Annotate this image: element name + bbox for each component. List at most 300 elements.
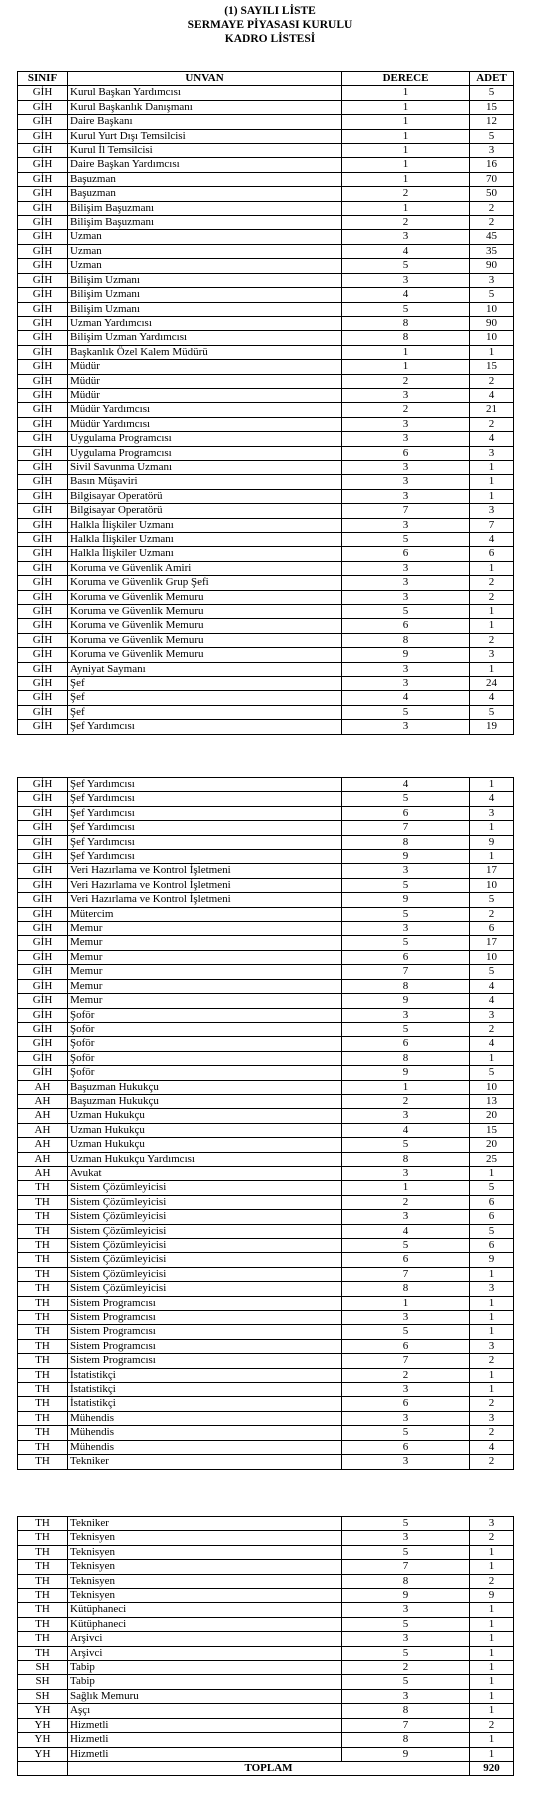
- table-row: [18, 1239, 514, 1253]
- cell-adet: 2: [470, 1354, 514, 1368]
- cell-derece: 3: [342, 864, 470, 878]
- cell-adet: 2: [470, 907, 514, 921]
- cell-adet: 20: [470, 1109, 514, 1123]
- cell-adet: 1: [470, 850, 514, 864]
- cell-sinif: TH: [18, 1603, 68, 1617]
- cell-derece: 3: [342, 1689, 470, 1703]
- cell-unvan: İstatistikçi: [68, 1383, 342, 1397]
- cell-adet: 1: [470, 475, 514, 489]
- table-row: [18, 302, 514, 316]
- cell-derece: 6: [342, 806, 470, 820]
- cell-unvan: Müdür: [68, 388, 342, 402]
- cell-adet: 5: [470, 1066, 514, 1080]
- cell-derece: 3: [342, 677, 470, 691]
- cell-adet: 9: [470, 835, 514, 849]
- cell-adet: 2: [470, 216, 514, 230]
- cell-sinif: TH: [18, 1455, 68, 1469]
- cell-adet: 4: [470, 432, 514, 446]
- cell-sinif: GİH: [18, 1066, 68, 1080]
- cell-unvan: Başuzman Hukukçu: [68, 1094, 342, 1108]
- cell-adet: 2: [470, 1022, 514, 1036]
- cell-adet: 1: [470, 1560, 514, 1574]
- cell-derece: 5: [342, 1239, 470, 1253]
- cell-unvan: Ayniyat Saymanı: [68, 662, 342, 676]
- cell-unvan: Başuzman Hukukçu: [68, 1080, 342, 1094]
- cell-derece: 3: [342, 561, 470, 575]
- cell-unvan: Uzman: [68, 230, 342, 244]
- cell-derece: 5: [342, 1517, 470, 1531]
- cell-adet: 10: [470, 878, 514, 892]
- table-row: [18, 144, 514, 158]
- cell-adet: 21: [470, 403, 514, 417]
- cell-sinif: GİH: [18, 792, 68, 806]
- cell-unvan: Tekniker: [68, 1517, 342, 1531]
- table-row: [18, 446, 514, 460]
- table-row: [18, 129, 514, 143]
- cell-adet: 1: [470, 1646, 514, 1660]
- cell-derece: 8: [342, 835, 470, 849]
- cell-unvan: Sivil Savunma Uzmanı: [68, 460, 342, 474]
- document-title: KADRO LİSTESİ: [224, 33, 316, 45]
- cell-unvan: Mütercim: [68, 907, 342, 921]
- cell-unvan: Şef Yardımcısı: [68, 720, 342, 734]
- cell-unvan: Memur: [68, 965, 342, 979]
- cell-adet: 70: [470, 172, 514, 186]
- cell-unvan: Sağlık Memuru: [68, 1689, 342, 1703]
- cell-derece: 3: [342, 1166, 470, 1180]
- total-value: 920: [470, 1761, 514, 1775]
- cell-derece: 4: [342, 1123, 470, 1137]
- table-row: [18, 158, 514, 172]
- table-row: [18, 907, 514, 921]
- table-row: [18, 1411, 514, 1425]
- cell-sinif: GİH: [18, 374, 68, 388]
- cell-sinif: GİH: [18, 316, 68, 330]
- cell-adet: 5: [470, 1224, 514, 1238]
- cell-sinif: GİH: [18, 1022, 68, 1036]
- cell-derece: 3: [342, 230, 470, 244]
- cell-sinif: GİH: [18, 907, 68, 921]
- column-header-sinif: SINIF: [18, 72, 68, 86]
- table-row: [18, 821, 514, 835]
- cell-unvan: Müdür: [68, 374, 342, 388]
- cell-derece: 3: [342, 475, 470, 489]
- cell-sinif: GİH: [18, 965, 68, 979]
- cell-sinif: GİH: [18, 1037, 68, 1051]
- cell-adet: 9: [470, 1253, 514, 1267]
- table-row: [18, 1560, 514, 1574]
- cell-adet: 1: [470, 1617, 514, 1631]
- cell-derece: 9: [342, 1066, 470, 1080]
- table-row: [18, 417, 514, 431]
- cell-unvan: Bilişim Uzmanı: [68, 273, 342, 287]
- cell-unvan: Halkla İlişkiler Uzmanı: [68, 533, 342, 547]
- cell-derece: 3: [342, 1603, 470, 1617]
- cell-unvan: Şef Yardımcısı: [68, 792, 342, 806]
- cell-adet: 2: [470, 1531, 514, 1545]
- cell-unvan: İstatistikçi: [68, 1397, 342, 1411]
- table-row: [18, 1646, 514, 1660]
- cell-derece: 3: [342, 417, 470, 431]
- cell-unvan: Şoför: [68, 1008, 342, 1022]
- cell-unvan: Kütüphaneci: [68, 1617, 342, 1631]
- table-row: [18, 115, 514, 129]
- cell-adet: 9: [470, 1589, 514, 1603]
- cell-sinif: GİH: [18, 878, 68, 892]
- cell-sinif: GİH: [18, 922, 68, 936]
- table-row: [18, 403, 514, 417]
- cell-sinif: GİH: [18, 403, 68, 417]
- cell-sinif: TH: [18, 1646, 68, 1660]
- cell-sinif: GİH: [18, 561, 68, 575]
- cell-derece: 5: [342, 907, 470, 921]
- cell-sinif: GİH: [18, 893, 68, 907]
- table-row: [18, 489, 514, 503]
- cell-sinif: GİH: [18, 864, 68, 878]
- table-row: [18, 1066, 514, 1080]
- table-row: [18, 1455, 514, 1469]
- cell-sinif: TH: [18, 1339, 68, 1353]
- table-row: [18, 388, 514, 402]
- cell-sinif: GİH: [18, 533, 68, 547]
- table-row: [18, 950, 514, 964]
- table-body: [18, 1517, 514, 1762]
- cell-adet: 3: [470, 1339, 514, 1353]
- table-row: [18, 979, 514, 993]
- table-row: [18, 1718, 514, 1732]
- cell-derece: 3: [342, 273, 470, 287]
- table-row: [18, 1181, 514, 1195]
- cell-adet: 24: [470, 677, 514, 691]
- cell-sinif: GİH: [18, 835, 68, 849]
- cell-sinif: YH: [18, 1733, 68, 1747]
- cell-adet: 15: [470, 360, 514, 374]
- cell-adet: 1: [470, 1704, 514, 1718]
- cell-unvan: Şef Yardımcısı: [68, 835, 342, 849]
- cell-unvan: Uzman Hukukçu: [68, 1138, 342, 1152]
- table-row: [18, 605, 514, 619]
- cell-adet: 3: [470, 1008, 514, 1022]
- table-row: [18, 1354, 514, 1368]
- cell-unvan: Memur: [68, 950, 342, 964]
- cell-sinif: GİH: [18, 259, 68, 273]
- cell-sinif: TH: [18, 1282, 68, 1296]
- cell-unvan: Koruma ve Güvenlik Memuru: [68, 605, 342, 619]
- table-row: [18, 1080, 514, 1094]
- cell-derece: 3: [342, 432, 470, 446]
- cell-adet: 3: [470, 144, 514, 158]
- table-row: [18, 705, 514, 719]
- cell-unvan: Koruma ve Güvenlik Grup Şefi: [68, 576, 342, 590]
- cell-derece: 3: [342, 1455, 470, 1469]
- cell-unvan: Sistem Çözümleyicisi: [68, 1253, 342, 1267]
- cell-derece: 5: [342, 1617, 470, 1631]
- table-row: [18, 936, 514, 950]
- cell-adet: 1: [470, 1747, 514, 1761]
- cell-sinif: YH: [18, 1747, 68, 1761]
- cell-unvan: Koruma ve Güvenlik Memuru: [68, 648, 342, 662]
- cell-sinif: GİH: [18, 547, 68, 561]
- table-header-row: [18, 72, 514, 86]
- cell-sinif: GİH: [18, 778, 68, 792]
- table-row: [18, 1632, 514, 1646]
- cell-adet: 4: [470, 1440, 514, 1454]
- cell-derece: 2: [342, 1368, 470, 1382]
- cell-adet: 25: [470, 1152, 514, 1166]
- table-row: [18, 1253, 514, 1267]
- cell-derece: 1: [342, 1080, 470, 1094]
- cell-sinif: GİH: [18, 994, 68, 1008]
- cell-sinif: GİH: [18, 950, 68, 964]
- table-row: [18, 533, 514, 547]
- cell-sinif: GİH: [18, 86, 68, 100]
- table-row: [18, 100, 514, 114]
- cell-derece: 5: [342, 533, 470, 547]
- cell-derece: 3: [342, 720, 470, 734]
- cell-derece: 7: [342, 1267, 470, 1281]
- cell-unvan: Şoför: [68, 1022, 342, 1036]
- cell-unvan: Sistem Çözümleyicisi: [68, 1181, 342, 1195]
- cell-sinif: TH: [18, 1325, 68, 1339]
- cell-derece: 6: [342, 950, 470, 964]
- cell-sinif: GİH: [18, 388, 68, 402]
- cell-sinif: GİH: [18, 979, 68, 993]
- cell-adet: 2: [470, 590, 514, 604]
- cell-sinif: GİH: [18, 432, 68, 446]
- cell-adet: 4: [470, 691, 514, 705]
- cell-adet: 5: [470, 705, 514, 719]
- cell-adet: 1: [470, 1296, 514, 1310]
- cell-unvan: Şef: [68, 705, 342, 719]
- cell-unvan: Şoför: [68, 1066, 342, 1080]
- table-row: [18, 374, 514, 388]
- cell-derece: 3: [342, 1531, 470, 1545]
- cell-sinif: TH: [18, 1632, 68, 1646]
- cell-derece: 6: [342, 619, 470, 633]
- cell-sinif: GİH: [18, 576, 68, 590]
- cell-sinif: SH: [18, 1689, 68, 1703]
- cell-sinif: GİH: [18, 345, 68, 359]
- cell-sinif: TH: [18, 1311, 68, 1325]
- cell-adet: 7: [470, 518, 514, 532]
- cell-adet: 1: [470, 1267, 514, 1281]
- cell-derece: 1: [342, 1181, 470, 1195]
- cell-adet: 1: [470, 489, 514, 503]
- cell-sinif: GİH: [18, 201, 68, 215]
- table-row: [18, 331, 514, 345]
- cell-derece: 2: [342, 1661, 470, 1675]
- cell-adet: 2: [470, 1455, 514, 1469]
- cell-sinif: TH: [18, 1440, 68, 1454]
- cell-derece: 8: [342, 633, 470, 647]
- table-row: [18, 1094, 514, 1108]
- cell-adet: 6: [470, 1195, 514, 1209]
- cell-sinif: AH: [18, 1080, 68, 1094]
- cell-sinif: GİH: [18, 806, 68, 820]
- cell-unvan: Sistem Programcısı: [68, 1339, 342, 1353]
- table-row: [18, 1545, 514, 1559]
- cell-derece: 1: [342, 100, 470, 114]
- cell-unvan: Sistem Çözümleyicisi: [68, 1210, 342, 1224]
- cell-derece: 3: [342, 1109, 470, 1123]
- cell-derece: 1: [342, 172, 470, 186]
- cell-sinif: TH: [18, 1267, 68, 1281]
- cell-unvan: Sistem Programcısı: [68, 1296, 342, 1310]
- table-row: [18, 1282, 514, 1296]
- cell-unvan: Teknisyen: [68, 1574, 342, 1588]
- cell-sinif: TH: [18, 1210, 68, 1224]
- cell-unvan: Şef Yardımcısı: [68, 806, 342, 820]
- table-row: [18, 1296, 514, 1310]
- cell-adet: 2: [470, 374, 514, 388]
- cell-sinif: TH: [18, 1253, 68, 1267]
- table-row: [18, 1152, 514, 1166]
- cell-unvan: Bilgisayar Operatörü: [68, 489, 342, 503]
- cell-adet: 1: [470, 561, 514, 575]
- cell-derece: 5: [342, 936, 470, 950]
- cell-adet: 10: [470, 331, 514, 345]
- table-row: [18, 432, 514, 446]
- cell-adet: 13: [470, 1094, 514, 1108]
- cell-derece: 5: [342, 792, 470, 806]
- cell-adet: 12: [470, 115, 514, 129]
- cell-sinif: AH: [18, 1123, 68, 1137]
- cell-unvan: Mühendis: [68, 1411, 342, 1425]
- staff-table-part-2: [17, 777, 514, 1470]
- cell-sinif: SH: [18, 1675, 68, 1689]
- cell-adet: 5: [470, 1181, 514, 1195]
- cell-sinif: GİH: [18, 1051, 68, 1065]
- cell-adet: 3: [470, 504, 514, 518]
- cell-unvan: Müdür Yardımcısı: [68, 403, 342, 417]
- cell-sinif: GİH: [18, 720, 68, 734]
- cell-derece: 1: [342, 158, 470, 172]
- cell-derece: 2: [342, 187, 470, 201]
- cell-derece: 5: [342, 605, 470, 619]
- cell-derece: 2: [342, 1195, 470, 1209]
- cell-unvan: Arşivci: [68, 1632, 342, 1646]
- cell-adet: 90: [470, 259, 514, 273]
- cell-unvan: Memur: [68, 979, 342, 993]
- table-row: [18, 878, 514, 892]
- cell-adet: 10: [470, 950, 514, 964]
- cell-adet: 1: [470, 1661, 514, 1675]
- cell-derece: 3: [342, 1311, 470, 1325]
- table-row: [18, 1051, 514, 1065]
- cell-sinif: TH: [18, 1239, 68, 1253]
- cell-derece: 3: [342, 518, 470, 532]
- cell-unvan: Tabip: [68, 1661, 342, 1675]
- cell-adet: 1: [470, 1051, 514, 1065]
- cell-unvan: İstatistikçi: [68, 1368, 342, 1382]
- cell-adet: 2: [470, 1426, 514, 1440]
- cell-derece: 9: [342, 893, 470, 907]
- cell-adet: 6: [470, 547, 514, 561]
- cell-unvan: Müdür Yardımcısı: [68, 417, 342, 431]
- table-row: [18, 662, 514, 676]
- cell-derece: 1: [342, 86, 470, 100]
- cell-sinif: GİH: [18, 144, 68, 158]
- cell-sinif: GİH: [18, 100, 68, 114]
- cell-adet: 20: [470, 1138, 514, 1152]
- cell-sinif: GİH: [18, 216, 68, 230]
- cell-sinif: GİH: [18, 417, 68, 431]
- cell-adet: 17: [470, 864, 514, 878]
- cell-adet: 1: [470, 1368, 514, 1382]
- table-row: [18, 1339, 514, 1353]
- cell-unvan: Kurul İl Temsilcisi: [68, 144, 342, 158]
- cell-unvan: Uzman Hukukçu: [68, 1123, 342, 1137]
- cell-derece: 9: [342, 648, 470, 662]
- cell-adet: 17: [470, 936, 514, 950]
- cell-unvan: Şef Yardımcısı: [68, 778, 342, 792]
- cell-derece: 6: [342, 1253, 470, 1267]
- cell-derece: 2: [342, 374, 470, 388]
- cell-derece: 7: [342, 965, 470, 979]
- staff-table-part-3: [17, 1516, 514, 1776]
- table-row: [18, 576, 514, 590]
- cell-unvan: Bilişim Uzmanı: [68, 288, 342, 302]
- total-spacer: [18, 1761, 68, 1775]
- cell-derece: 1: [342, 129, 470, 143]
- cell-adet: 5: [470, 965, 514, 979]
- cell-unvan: Sistem Çözümleyicisi: [68, 1282, 342, 1296]
- cell-derece: 7: [342, 504, 470, 518]
- cell-unvan: Teknisyen: [68, 1531, 342, 1545]
- table-row: [18, 1195, 514, 1209]
- cell-adet: 1: [470, 821, 514, 835]
- cell-unvan: Uygulama Programcısı: [68, 432, 342, 446]
- table-row: [18, 1325, 514, 1339]
- table-row: [18, 1426, 514, 1440]
- cell-adet: 1: [470, 1689, 514, 1703]
- cell-sinif: TH: [18, 1517, 68, 1531]
- cell-sinif: GİH: [18, 360, 68, 374]
- cell-derece: 3: [342, 1210, 470, 1224]
- cell-unvan: Tekniker: [68, 1455, 342, 1469]
- cell-sinif: TH: [18, 1296, 68, 1310]
- cell-sinif: GİH: [18, 489, 68, 503]
- table-row: [18, 1123, 514, 1137]
- cell-derece: 5: [342, 878, 470, 892]
- table-row: [18, 201, 514, 215]
- total-label: TOPLAM: [68, 1761, 470, 1775]
- column-header-unvan: UNVAN: [68, 72, 342, 86]
- cell-sinif: GİH: [18, 936, 68, 950]
- cell-derece: 9: [342, 994, 470, 1008]
- cell-derece: 3: [342, 1383, 470, 1397]
- cell-sinif: AH: [18, 1109, 68, 1123]
- cell-adet: 1: [470, 345, 514, 359]
- cell-sinif: GİH: [18, 850, 68, 864]
- cell-adet: 6: [470, 1239, 514, 1253]
- cell-unvan: Sistem Programcısı: [68, 1354, 342, 1368]
- table-row: [18, 273, 514, 287]
- cell-sinif: GİH: [18, 705, 68, 719]
- cell-unvan: Halkla İlişkiler Uzmanı: [68, 547, 342, 561]
- cell-derece: 1: [342, 345, 470, 359]
- cell-sinif: GİH: [18, 446, 68, 460]
- cell-adet: 50: [470, 187, 514, 201]
- cell-adet: 3: [470, 648, 514, 662]
- table-row: [18, 1008, 514, 1022]
- cell-unvan: Şef: [68, 691, 342, 705]
- cell-unvan: Uygulama Programcısı: [68, 446, 342, 460]
- cell-unvan: Memur: [68, 994, 342, 1008]
- cell-unvan: Bilişim Başuzmanı: [68, 216, 342, 230]
- cell-unvan: Kütüphaneci: [68, 1603, 342, 1617]
- cell-sinif: TH: [18, 1531, 68, 1545]
